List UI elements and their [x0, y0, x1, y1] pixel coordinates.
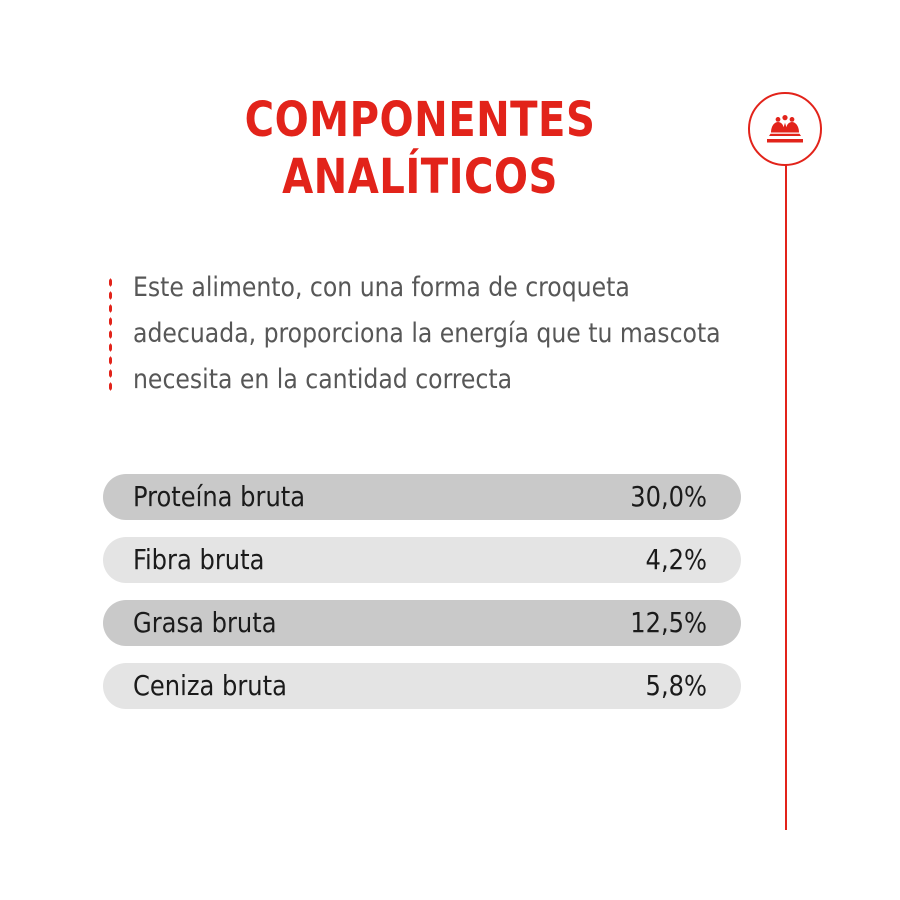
- nutrient-value: 12,5%: [630, 606, 707, 639]
- nutrient-name: Proteína bruta: [133, 480, 306, 513]
- nutrient-name: Grasa bruta: [133, 606, 277, 639]
- dotted-rule-icon: [108, 276, 113, 394]
- nutrient-value: 5,8%: [645, 669, 707, 702]
- page-title: [132, 92, 709, 205]
- nutrient-value: 4,2%: [645, 543, 707, 576]
- table-row: [103, 600, 741, 646]
- table-row: [103, 537, 741, 583]
- brand-badge: [748, 92, 822, 166]
- composition-table: [103, 474, 741, 726]
- nutrient-name: Fibra bruta: [133, 543, 265, 576]
- crown-icon: [765, 113, 805, 143]
- table-row: [103, 663, 741, 709]
- page-title-line-2: ANALÍTICOS: [282, 148, 558, 205]
- table-row: [103, 474, 741, 520]
- nutrient-value: 30,0%: [630, 480, 707, 513]
- nutrient-name: Ceniza bruta: [133, 669, 287, 702]
- page-title-line-1: COMPONENTES: [244, 92, 596, 148]
- vertical-rule: [785, 160, 787, 830]
- intro-paragraph: Este alimento, con una forma de croqueta adecuada, proporciona la energía que tu mascota necesita en la cantidad correcta: [133, 272, 721, 395]
